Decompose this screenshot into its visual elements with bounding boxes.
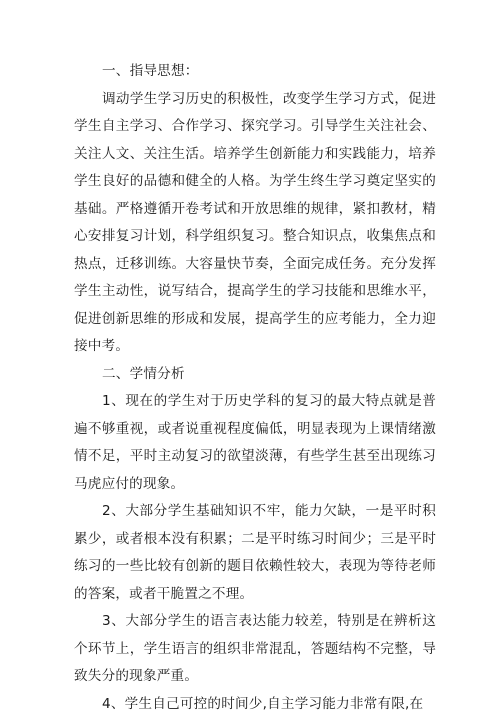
- paragraph: [74, 86, 436, 361]
- paragraph-line: 促进创新思维的形成和发展，提高学生的应考能力，全力迎: [74, 306, 436, 334]
- paragraph-line: 遍不够重视，或者说重视程度偏低，明显表现为上课情绪激: [74, 416, 436, 444]
- paragraph-line: 热点，迁移训练。大容量快节奏，全面完成任务。充分发挥: [74, 251, 436, 279]
- section-heading: 二、学情分析: [74, 361, 436, 389]
- paragraph-line: 调动学生学习历史的积极性，改变学生学习方式，促进: [74, 86, 436, 114]
- paragraph: [74, 388, 436, 498]
- paragraph-line: 练习的一些比较有创新的题目依赖性较大，表现为等待老师: [74, 553, 436, 581]
- paragraph-line: 马虎应付的现象。: [74, 471, 436, 499]
- paragraph-line: 学生良好的品德和健全的人格。为学生终生学习奠定坚实的: [74, 168, 436, 196]
- paragraph: [74, 498, 436, 608]
- paragraph-line: 关注人文、关注生活。培养学生创新能力和实践能力，培养: [74, 141, 436, 169]
- paragraph: [74, 608, 436, 691]
- paragraph-line: 2、大部分学生基础知识不牢，能力欠缺，一是平时积: [74, 498, 436, 526]
- document-body: [74, 58, 436, 718]
- paragraph-line: 3、大部分学生的语言表达能力较差，特别是在辨析这: [74, 608, 436, 636]
- paragraph-line: 致失分的现象严重。: [74, 663, 436, 691]
- paragraph-line: 4、学生自己可控的时间少,自主学习能力非常有限,在: [74, 691, 436, 718]
- paragraph-line: 情不足，平时主动复习的欲望淡薄，有些学生甚至出现练习: [74, 443, 436, 471]
- paragraph-line: 个环节上，学生语言的组织非常混乱，答题结构不完整，导: [74, 636, 436, 664]
- paragraph-line: 学生自主学习、合作学习、探究学习。引导学生关注社会、: [74, 113, 436, 141]
- paragraph: [74, 691, 436, 718]
- paragraph-line: 的答案，或者干脆置之不理。: [74, 581, 436, 609]
- paragraph-line: 心安排复习计划，科学组织复习。整合知识点，收集焦点和: [74, 223, 436, 251]
- paragraph-line: 1、现在的学生对于历史学科的复习的最大特点就是普: [74, 388, 436, 416]
- paragraph-line: 累少，或者根本没有积累；二是平时练习时间少；三是平时: [74, 526, 436, 554]
- section-heading: 一、指导思想：: [74, 58, 436, 86]
- paragraph-line: 基础。严格遵循开卷考试和开放思维的规律，紧扣教材，精: [74, 196, 436, 224]
- paragraph-line: 接中考。: [74, 333, 436, 361]
- paragraph-line: 学生主动性，说写结合，提高学生的学习技能和思维水平，: [74, 278, 436, 306]
